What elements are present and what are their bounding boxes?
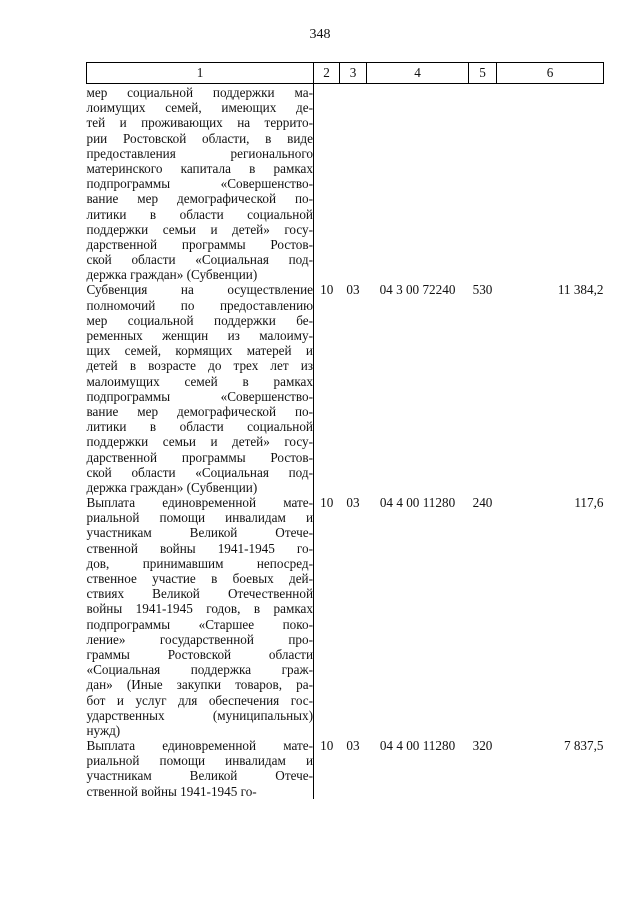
- row-description: [87, 495, 314, 738]
- description-line: подпрограммы «Совершенство-: [86, 388, 313, 404]
- header-col-6: 6: [497, 63, 604, 84]
- description-line: поддержки семьи и детей» госу-: [86, 434, 313, 450]
- table-row: [87, 738, 604, 799]
- amount-value: 117,6: [574, 495, 604, 511]
- description-line: материнского капитала в рамках: [86, 160, 313, 176]
- target-article-code: 04 3 00 72240: [379, 282, 456, 298]
- description-line: подпрограммы «Совершенство-: [86, 176, 313, 192]
- description-line: подпрограммы «Старшее поко-: [86, 616, 313, 632]
- description-line: литики в области социальной: [86, 419, 313, 435]
- description-line: полномочий по предоставлению: [86, 297, 313, 313]
- description-line: поддержки семьи и детей» госу-: [86, 221, 313, 237]
- description-line: ствиях Великой Отечественной: [86, 586, 313, 602]
- header-col-4: 4: [367, 63, 469, 84]
- subsection-code: 03: [346, 495, 360, 511]
- row-description: [87, 282, 314, 495]
- description-line: щих семей, кормящих матерей и: [86, 343, 313, 359]
- description-line: риальной помощи инвалидам и: [86, 753, 313, 769]
- description-line: участникам Великой Отече-: [86, 768, 313, 784]
- target-article-code: 04 4 00 11280: [379, 738, 456, 754]
- subsection-code: [340, 84, 367, 283]
- section-code: 10: [320, 495, 334, 511]
- description-line: ственной войны 1941-1945 го-: [86, 783, 257, 799]
- subsection-code: 03: [346, 738, 360, 754]
- description-line: рии Ростовской области, в виде: [86, 130, 313, 146]
- description-line: Выплата единовременной мате-: [86, 495, 313, 511]
- row-description: [87, 738, 314, 799]
- description-line: тей и проживающих на террито-: [86, 115, 313, 131]
- header-col-5: 5: [469, 63, 497, 84]
- description-line: ударственных (муниципальных): [86, 707, 313, 723]
- description-line: лоимущих семей, имеющих де-: [86, 100, 313, 116]
- header-col-3: 3: [340, 63, 367, 84]
- description-line: дарственной программы Ростов-: [86, 449, 313, 465]
- table-row: [87, 282, 604, 495]
- description-line: войны 1941-1945 годов, в рамках: [86, 601, 313, 617]
- budget-table: [86, 62, 604, 799]
- amount-value: [497, 84, 604, 283]
- table-body: [87, 84, 604, 799]
- description-line: риальной помощи инвалидам и: [86, 510, 313, 526]
- description-line: ственной войны 1941-1945 го-: [86, 540, 313, 556]
- amount-value: 7 837,5: [563, 738, 604, 754]
- description-line: литики в области социальной: [86, 206, 313, 222]
- description-line: Выплата единовременной мате-: [86, 738, 313, 754]
- description-line: предоставления регионального: [86, 145, 313, 161]
- subsection-code: 03: [346, 282, 360, 298]
- target-article-code: 04 4 00 11280: [379, 495, 456, 511]
- section-code: 10: [320, 738, 334, 754]
- description-line: вание мер демографической по-: [86, 403, 313, 419]
- table-row: [87, 495, 604, 738]
- row-description: [87, 84, 314, 283]
- page-number: 348: [309, 27, 331, 42]
- description-line: ление» государственной про-: [86, 631, 313, 647]
- description-line: малоимущих семей в рамках: [86, 373, 313, 389]
- description-line: ственное участие в боевых дей-: [86, 571, 313, 586]
- description-line: дан» (Иные закупки товаров, ра-: [86, 677, 313, 693]
- expense-type-code: 320: [472, 738, 493, 754]
- expense-type-code: [469, 84, 497, 283]
- header-col-1: 1: [87, 63, 314, 84]
- expense-type-code: 240: [472, 495, 493, 511]
- description-line: нужд): [86, 722, 121, 738]
- table-row: [87, 84, 604, 283]
- description-line: вание мер демографической по-: [86, 191, 313, 207]
- description-line: держка граждан» (Субвенции): [86, 479, 258, 495]
- description-line: дарственной программы Ростов-: [86, 236, 313, 252]
- description-line: мер социальной поддержки бе-: [86, 312, 313, 328]
- section-code: 10: [320, 282, 334, 298]
- section-code: [314, 84, 340, 283]
- target-article-code: [367, 84, 469, 283]
- description-line: ской области «Социальная под-: [86, 252, 313, 268]
- expense-type-code: 530: [472, 282, 493, 298]
- header-col-2: 2: [314, 63, 340, 84]
- description-line: граммы Ростовской области: [86, 646, 313, 662]
- description-line: держка граждан» (Субвенции): [86, 267, 258, 283]
- table-header-row: [87, 63, 604, 84]
- description-line: дов, принимавшим непосред-: [86, 555, 313, 571]
- description-line: детей в возрасте до трех лет из: [86, 358, 313, 374]
- description-line: Субвенция на осуществление: [86, 282, 313, 298]
- amount-value: 11 384,2: [557, 282, 604, 298]
- description-line: «Социальная поддержка граж-: [86, 662, 313, 678]
- description-line: мер социальной поддержки ма-: [86, 85, 313, 100]
- description-line: ской области «Социальная под-: [86, 464, 313, 480]
- description-line: участникам Великой Отече-: [86, 525, 313, 541]
- description-line: ременных женщин из малоиму-: [86, 328, 313, 343]
- description-line: бот и услуг для обеспечения гос-: [86, 692, 313, 708]
